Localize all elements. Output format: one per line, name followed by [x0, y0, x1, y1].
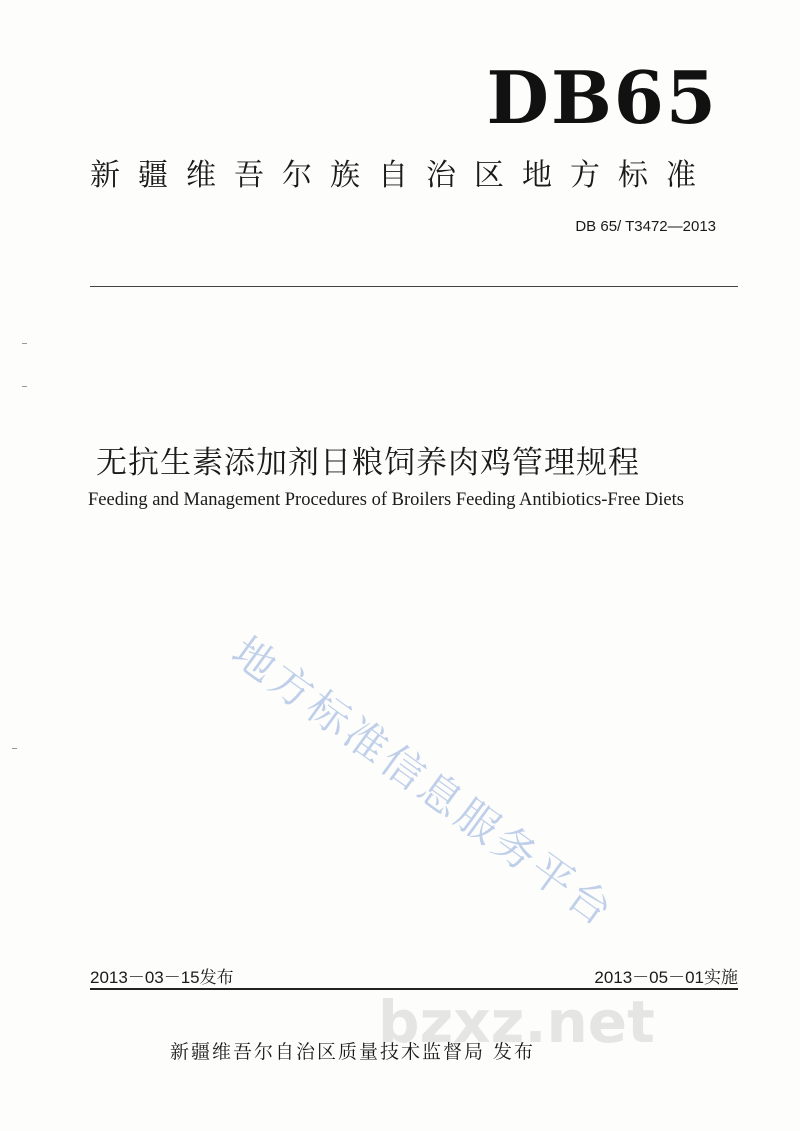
issue-date: 2013－03－15发布: [90, 968, 234, 987]
watermark-text: 地方标准信息服务平台: [223, 627, 625, 938]
issuing-authority: 新疆维吾尔自治区质量技术监督局 发布: [170, 1041, 536, 1063]
standard-code: DB 65/ T3472—2013: [575, 218, 716, 235]
scan-mark: [12, 748, 17, 749]
document-title-chinese: 无抗生素添加剂日粮饲养肉鸡管理规程: [96, 445, 640, 481]
scan-mark: [22, 343, 27, 344]
implementation-date: 2013－05－01实施: [594, 968, 738, 987]
site-watermark: bzxz.net: [378, 988, 655, 1056]
header-divider: [90, 286, 738, 287]
scan-mark: [22, 386, 27, 387]
standard-org-title: 新疆维吾尔族自治区地方标准: [90, 158, 714, 193]
document-title-english: Feeding and Management Procedures of Broilers Feeding Antibiotics-Free Diets: [88, 490, 684, 510]
standard-logo: DB65: [486, 55, 718, 140]
